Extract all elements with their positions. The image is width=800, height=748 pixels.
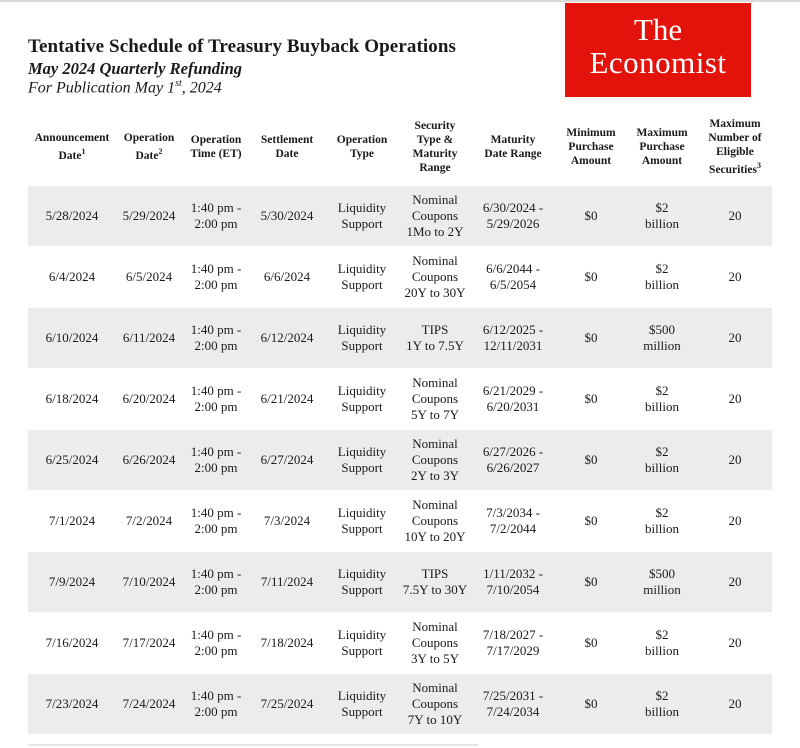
table-cell-text: $0 xyxy=(584,269,598,284)
column-header xyxy=(626,108,698,186)
table-cell xyxy=(28,491,116,552)
table-cell xyxy=(182,491,250,552)
table-cell-text: Liquidity Support xyxy=(337,261,387,292)
table-cell-text: 7/18/2024 xyxy=(260,635,314,650)
table-cell xyxy=(556,430,626,491)
table-cell-text: Nominal Coupons 7Y to 10Y xyxy=(407,680,463,727)
table-cell-text: 7/10/2024 xyxy=(122,574,176,589)
table-row xyxy=(28,613,772,674)
table-cell-text: 5/28/2024 xyxy=(45,208,99,223)
table-cell-text: $2 billion xyxy=(645,627,679,658)
table-cell-text: 6/18/2024 xyxy=(45,391,99,406)
table-cell xyxy=(698,369,772,430)
table-cell xyxy=(470,613,556,674)
table-cell xyxy=(250,308,324,369)
table-cell xyxy=(250,430,324,491)
table-cell xyxy=(556,552,626,613)
table-cell-text: 20 xyxy=(728,696,742,711)
table-cell xyxy=(116,186,182,247)
table-cell xyxy=(324,613,400,674)
table-cell xyxy=(116,247,182,308)
table-cell-text: 7/25/2024 xyxy=(260,696,314,711)
table-cell xyxy=(626,308,698,369)
table-cell xyxy=(116,674,182,735)
table-body xyxy=(28,186,772,735)
table-cell xyxy=(556,247,626,308)
table-cell xyxy=(400,491,470,552)
table-cell xyxy=(626,613,698,674)
table-cell xyxy=(182,308,250,369)
table-cell-text: $2 billion xyxy=(645,200,679,231)
table-cell-text: $500 million xyxy=(643,322,681,353)
table-cell-text: 6/21/2024 xyxy=(260,391,314,406)
table-cell xyxy=(400,308,470,369)
table-cell-text: 1:40 pm - 2:00 pm xyxy=(190,383,242,414)
column-header-label: Maturity Date Range xyxy=(484,134,542,160)
column-header xyxy=(698,108,772,186)
table-cell xyxy=(116,369,182,430)
table-cell-text: 1:40 pm - 2:00 pm xyxy=(190,322,242,353)
table-cell-text: Nominal Coupons 2Y to 3Y xyxy=(411,436,459,483)
document-subtitle: May 2024 Quarterly Refunding xyxy=(28,59,243,78)
table-cell-text: 20 xyxy=(728,269,742,284)
table-cell xyxy=(250,247,324,308)
table-cell-text: 6/25/2024 xyxy=(45,452,99,467)
table-cell-text: 1:40 pm - 2:00 pm xyxy=(190,566,242,597)
table-cell xyxy=(556,308,626,369)
table-cell xyxy=(400,674,470,735)
table-cell-text: 7/25/2031 - 7/24/2034 xyxy=(482,688,544,719)
table-header-row xyxy=(28,108,772,186)
table-cell xyxy=(626,552,698,613)
table-cell xyxy=(698,491,772,552)
table-cell xyxy=(556,613,626,674)
table-cell-text: Nominal Coupons 20Y to 30Y xyxy=(404,253,466,300)
table-cell xyxy=(116,430,182,491)
table-cell-text: Liquidity Support xyxy=(337,444,387,475)
table-cell-text: 20 xyxy=(728,391,742,406)
table-cell-text: $2 billion xyxy=(645,383,679,414)
table-cell xyxy=(116,552,182,613)
table-cell-text: 7/16/2024 xyxy=(45,635,99,650)
table-cell xyxy=(470,186,556,247)
table-cell xyxy=(250,491,324,552)
table-cell-text: 7/24/2024 xyxy=(122,696,176,711)
table-cell-text: 7/2/2024 xyxy=(125,513,173,528)
table-cell xyxy=(400,552,470,613)
table-cell xyxy=(470,247,556,308)
table-row xyxy=(28,552,772,613)
table-cell-text: $500 million xyxy=(643,566,681,597)
column-header-label: Operation Date$^2$ xyxy=(123,132,175,162)
table-cell xyxy=(698,674,772,735)
table-cell-text: $0 xyxy=(584,330,598,345)
table-cell xyxy=(250,613,324,674)
table-cell-text: 6/27/2026 - 6/26/2027 xyxy=(482,444,544,475)
table-cell-text: 5/30/2024 xyxy=(260,208,314,223)
table-row xyxy=(28,186,772,247)
table-cell-text: 6/11/2024 xyxy=(122,330,176,345)
table-cell-text: $0 xyxy=(584,574,598,589)
table-cell xyxy=(698,247,772,308)
table-row xyxy=(28,674,772,735)
publication-date-year: , 2024 xyxy=(181,79,222,97)
footnote-marker: 1 xyxy=(81,147,86,157)
table-cell xyxy=(28,308,116,369)
table-cell xyxy=(250,674,324,735)
table-cell-text: 6/6/2024 xyxy=(263,269,311,284)
table-cell-text: 6/12/2024 xyxy=(260,330,314,345)
table-row xyxy=(28,491,772,552)
logo-line-2: Economist xyxy=(589,45,727,80)
table-cell-text: $0 xyxy=(584,696,598,711)
table-cell xyxy=(698,186,772,247)
table-cell xyxy=(116,613,182,674)
table-cell-text: Nominal Coupons 3Y to 5Y xyxy=(411,619,459,666)
table-cell-text: 6/21/2029 - 6/20/2031 xyxy=(482,383,544,414)
column-header xyxy=(116,108,182,186)
table-row xyxy=(28,308,772,369)
table-cell-text: $2 billion xyxy=(645,261,679,292)
table-cell xyxy=(470,308,556,369)
table-cell xyxy=(626,430,698,491)
table-cell xyxy=(470,430,556,491)
table-cell-text: Liquidity Support xyxy=(337,322,387,353)
table-cell xyxy=(182,552,250,613)
table-cell-text: 7/18/2027 - 7/17/2029 xyxy=(482,627,544,658)
table-cell xyxy=(28,186,116,247)
table-cell xyxy=(400,186,470,247)
table-cell xyxy=(324,247,400,308)
table-cell-text: 1:40 pm - 2:00 pm xyxy=(190,505,242,536)
table-cell xyxy=(400,613,470,674)
table-cell-text: 6/26/2024 xyxy=(122,452,176,467)
table-cell-text: $0 xyxy=(584,452,598,467)
table-cell-text: 6/5/2024 xyxy=(125,269,173,284)
table-cell-text: 20 xyxy=(728,635,742,650)
table-cell-text: $0 xyxy=(584,391,598,406)
table-cell xyxy=(556,186,626,247)
table-cell xyxy=(324,308,400,369)
table-cell-text: 5/29/2024 xyxy=(122,208,176,223)
table-cell-text: 20 xyxy=(728,208,742,223)
document-title: Tentative Schedule of Treasury Buyback Operations xyxy=(28,36,457,57)
table-cell-text: TIPS 7.5Y to 30Y xyxy=(402,566,468,597)
column-header-label: Operation Time (ET) xyxy=(190,134,242,160)
economist-logo xyxy=(565,3,751,97)
table-cell-text: TIPS 1Y to 7.5Y xyxy=(406,322,464,353)
table-cell xyxy=(470,552,556,613)
column-header xyxy=(556,108,626,186)
table-cell-text: Liquidity Support xyxy=(337,566,387,597)
table-cell xyxy=(182,247,250,308)
table-row xyxy=(28,247,772,308)
table-cell-text: 7/11/2024 xyxy=(260,574,314,589)
table-cell xyxy=(698,613,772,674)
table-cell-text: 7/9/2024 xyxy=(48,574,96,589)
column-header-label: Announcement Date$^1$ xyxy=(34,132,110,162)
table-cell-text: 6/30/2024 - 5/29/2026 xyxy=(482,200,544,231)
table-cell xyxy=(626,674,698,735)
table-cell xyxy=(556,369,626,430)
table-cell xyxy=(182,369,250,430)
table-cell xyxy=(698,308,772,369)
table-cell-text: 20 xyxy=(728,452,742,467)
table-cell-text: 20 xyxy=(728,574,742,589)
table-cell-text: Nominal Coupons 1Mo to 2Y xyxy=(406,192,464,239)
table-cell xyxy=(400,247,470,308)
table-cell-text: 6/12/2025 - 12/11/2031 xyxy=(482,322,544,353)
table-cell xyxy=(698,430,772,491)
table-cell xyxy=(324,674,400,735)
table-cell xyxy=(28,674,116,735)
footnote-marker: 2 xyxy=(158,147,163,157)
column-header-label: Maximum Number of Eligible Securities$^3$ xyxy=(708,118,762,176)
table-cell-text: Nominal Coupons 10Y to 20Y xyxy=(404,497,466,544)
table-cell xyxy=(324,552,400,613)
column-header-label: Maximum Purchase Amount xyxy=(636,127,688,167)
column-header-label: Minimum Purchase Amount xyxy=(566,127,616,167)
table-cell xyxy=(182,613,250,674)
table-cell xyxy=(182,430,250,491)
table-cell-text: $2 billion xyxy=(645,444,679,475)
logo-line-1: The xyxy=(633,12,683,47)
table-cell xyxy=(28,613,116,674)
column-header xyxy=(182,108,250,186)
table-cell xyxy=(556,491,626,552)
table-cell xyxy=(250,552,324,613)
column-header-label: Settlement Date xyxy=(260,134,314,160)
table-cell-text: 7/23/2024 xyxy=(45,696,99,711)
table-cell-text: Liquidity Support xyxy=(337,627,387,658)
table-cell-text: Liquidity Support xyxy=(337,200,387,231)
publication-date-prefix: For Publication May 1 xyxy=(28,79,176,97)
footnote-line xyxy=(28,744,478,746)
column-header-label: Operation Type xyxy=(336,134,388,160)
table-cell-text: 6/20/2024 xyxy=(122,391,176,406)
table-cell xyxy=(626,369,698,430)
table-cell xyxy=(324,369,400,430)
table-cell-text: 1/11/2032 - 7/10/2054 xyxy=(483,566,543,597)
table-cell-text: 7/3/2034 - 7/2/2044 xyxy=(486,505,540,536)
table-cell xyxy=(250,369,324,430)
table-cell-text: 6/10/2024 xyxy=(45,330,99,345)
table-cell xyxy=(28,430,116,491)
table-row xyxy=(28,369,772,430)
table-cell-text: Liquidity Support xyxy=(337,505,387,536)
publication-date-sup: st xyxy=(175,78,182,89)
table-cell-text: 7/17/2024 xyxy=(122,635,176,650)
column-header xyxy=(400,108,470,186)
table-cell-text: Liquidity Support xyxy=(337,688,387,719)
table-cell xyxy=(626,186,698,247)
table-cell xyxy=(556,674,626,735)
table-cell-text: $0 xyxy=(584,513,598,528)
table-cell xyxy=(698,552,772,613)
table-cell xyxy=(626,491,698,552)
table-cell-text: $0 xyxy=(584,208,598,223)
table-cell-text: 6/4/2024 xyxy=(48,269,96,284)
column-header xyxy=(28,108,116,186)
table-cell-text: 1:40 pm - 2:00 pm xyxy=(190,627,242,658)
table-cell-text: $2 billion xyxy=(645,505,679,536)
column-header xyxy=(250,108,324,186)
table-cell xyxy=(470,369,556,430)
table-cell xyxy=(250,186,324,247)
footnote-marker: 3 xyxy=(756,161,761,171)
table-cell xyxy=(28,369,116,430)
table-cell-text: 7/3/2024 xyxy=(263,513,311,528)
table-cell xyxy=(626,247,698,308)
table-cell xyxy=(400,430,470,491)
table-cell-text: Liquidity Support xyxy=(337,383,387,414)
table-cell-text: 20 xyxy=(728,330,742,345)
table-cell-text: Nominal Coupons 5Y to 7Y xyxy=(411,375,459,422)
table-cell-text: 20 xyxy=(728,513,742,528)
table-cell-text: 6/6/2044 - 6/5/2054 xyxy=(486,261,540,292)
table-row xyxy=(28,430,772,491)
top-rule xyxy=(0,0,800,2)
table-cell-text: 1:40 pm - 2:00 pm xyxy=(190,261,242,292)
table-cell xyxy=(116,491,182,552)
table-cell-text: 1:40 pm - 2:00 pm xyxy=(190,444,242,475)
table-cell xyxy=(28,247,116,308)
column-header xyxy=(324,108,400,186)
table-cell xyxy=(470,674,556,735)
column-header-label: Security Type & Maturity Range xyxy=(412,120,458,174)
column-header xyxy=(470,108,556,186)
table-cell xyxy=(182,674,250,735)
table-cell-text: 1:40 pm - 2:00 pm xyxy=(190,200,242,231)
table-cell-text: 7/1/2024 xyxy=(48,513,96,528)
table-cell xyxy=(470,491,556,552)
table-cell xyxy=(324,186,400,247)
table-cell-text: 6/27/2024 xyxy=(260,452,314,467)
table-cell xyxy=(324,430,400,491)
table-cell xyxy=(116,308,182,369)
table-cell xyxy=(400,369,470,430)
table-cell-text: $2 billion xyxy=(645,688,679,719)
table-cell xyxy=(324,491,400,552)
publication-date xyxy=(28,78,222,97)
buyback-schedule-table xyxy=(28,108,772,735)
table-cell-text: 1:40 pm - 2:00 pm xyxy=(190,688,242,719)
table-cell xyxy=(28,552,116,613)
table-cell xyxy=(182,186,250,247)
table-cell-text: $0 xyxy=(584,635,598,650)
